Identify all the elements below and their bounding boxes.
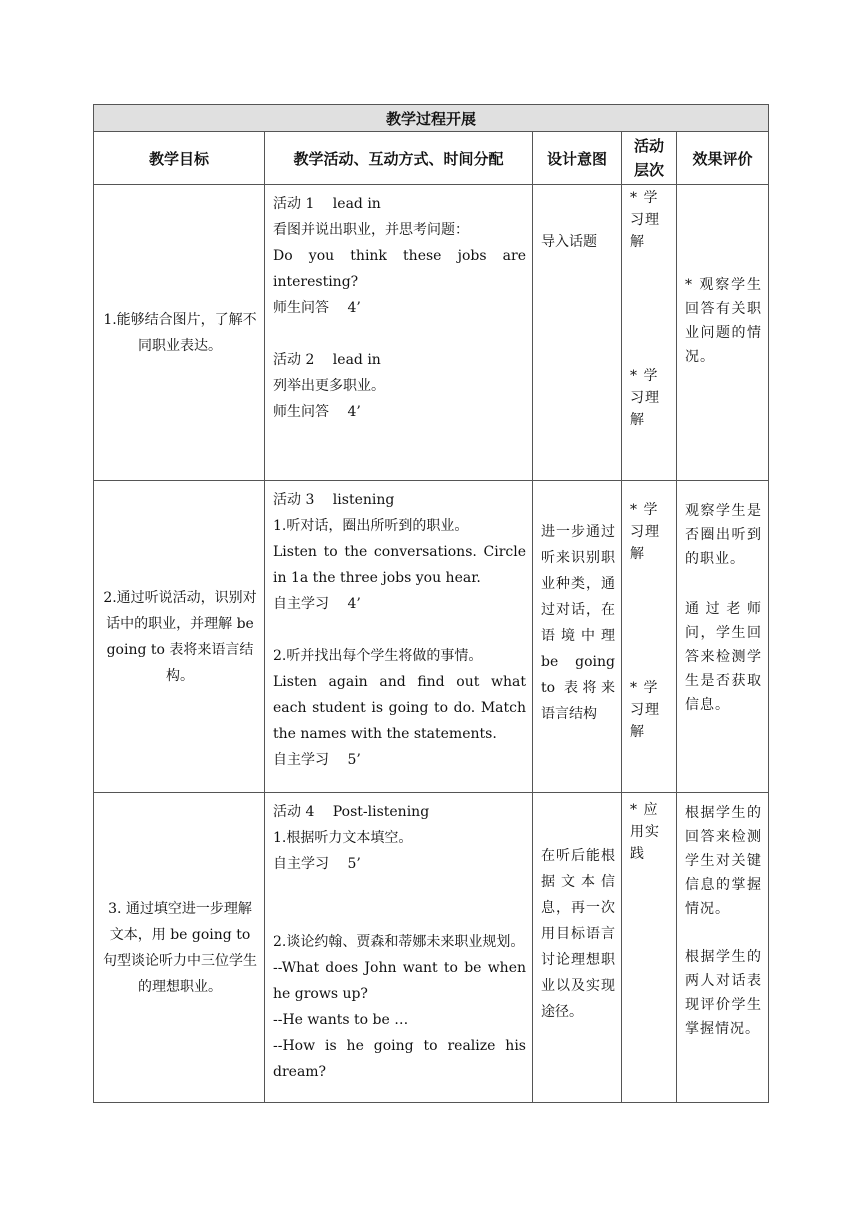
level-cell: [622, 481, 677, 793]
header-level-line2: 层次: [633, 161, 664, 179]
header-eval: 效果评价: [677, 132, 769, 185]
activity-line: 活动 1 lead in: [273, 196, 381, 212]
level-entry: * 学习理解: [630, 190, 660, 250]
eval-cell: [677, 185, 769, 481]
eval-cell: [677, 793, 769, 1103]
spacer: [273, 617, 526, 643]
eval-entry: 观察学生是否圈出听到的职业。: [685, 503, 762, 567]
eval-entry: 根据学生的两人对话表现评价学生掌握情况。: [685, 949, 762, 1037]
activity-line: --What does John want to be when he grows up?: [273, 960, 526, 1002]
eval-entry: 通过老师问，学生回答来检测学生是否获取信息。: [685, 601, 762, 713]
header-intent: 设计意图: [533, 132, 622, 185]
activity-line: 师生问答 4’: [273, 300, 361, 316]
table-header-row: [94, 132, 769, 185]
activity-line: Listen again and find out what each student is going to do. Match the names with the statements.: [273, 674, 526, 742]
activity-line: 师生问答 4’: [273, 404, 361, 420]
intent-cell: 在听后能根据文本信息，再一次用目标语言讨论理想职业以及实现途径。: [533, 793, 622, 1103]
table-title-row: [94, 105, 769, 132]
activity-line: 2.听并找出每个学生将做的事情。: [273, 648, 483, 664]
eval-entry: 根据学生的回答来检测学生对关键信息的掌握情况。: [685, 805, 762, 917]
level-entry: * 学习理解: [630, 368, 660, 428]
level-cell: [622, 185, 677, 481]
table-row: [94, 793, 769, 1103]
header-goal: 教学目标: [94, 132, 265, 185]
level-entry: * 学习理解: [630, 502, 660, 562]
level-entry: * 应用实践: [630, 802, 660, 862]
activity-line: 活动 4 Post-listening: [273, 804, 430, 820]
header-level: [622, 132, 677, 185]
activity-line: 2.谈论约翰、贾森和蒂娜未来职业规划。: [273, 934, 525, 950]
activity-line: 活动 3 listening: [273, 492, 395, 508]
header-activity: 教学活动、互动方式、时间分配: [265, 132, 533, 185]
activity-line: 活动 2 lead in: [273, 352, 381, 368]
activity-cell: [265, 481, 533, 793]
activity-line: 自主学习 5’: [273, 856, 361, 872]
activity-cell: [265, 793, 533, 1103]
intent-cell: 导入话题: [533, 185, 622, 481]
table-row: [94, 481, 769, 793]
teaching-process-table: [93, 104, 769, 1103]
activity-line: 自主学习 4’: [273, 596, 361, 612]
activity-line: 看图并说出职业，并思考问题：: [273, 222, 469, 238]
goal-cell: 3. 通过填空进一步理解文本，用 be going to 句型谈论听力中三位学生的理想职业。: [94, 793, 265, 1103]
intent-cell: 进一步通过听来识别职业种类，通过对话，在语境中理 be going to 表将来语言结构: [533, 481, 622, 793]
level-entry: * 学习理解: [630, 680, 660, 740]
activity-line: Do you think these jobs are interesting?: [273, 248, 526, 290]
spacer: [273, 903, 526, 929]
spacer: [273, 877, 526, 903]
activity-line: --How is he going to realize his dream?: [273, 1038, 526, 1080]
table-row: [94, 185, 769, 481]
activity-line: 1.听对话，圈出所听到的职业。: [273, 518, 469, 534]
eval-entry: * 观察学生回答有关职业问题的情况。: [685, 277, 762, 365]
goal-cell: 1.能够结合图片，了解不同职业表达。: [94, 185, 265, 481]
header-level-line1: 活动: [633, 137, 664, 155]
spacer: [273, 321, 526, 347]
activity-line: 1.根据听力文本填空。: [273, 830, 413, 846]
activity-line: --He wants to be …: [273, 1012, 409, 1028]
activity-cell: [265, 185, 533, 481]
activity-line: 列举出更多职业。: [273, 378, 385, 394]
eval-cell: [677, 481, 769, 793]
table-title: 教学过程开展: [94, 105, 769, 132]
goal-cell: 2.通过听说活动，识别对话中的职业，并理解 be going to 表将来语言结构。: [94, 481, 265, 793]
activity-line: 自主学习 5’: [273, 752, 361, 768]
level-cell: [622, 793, 677, 1103]
activity-line: Listen to the conversations. Circle in 1a the three jobs you hear.: [273, 544, 526, 586]
